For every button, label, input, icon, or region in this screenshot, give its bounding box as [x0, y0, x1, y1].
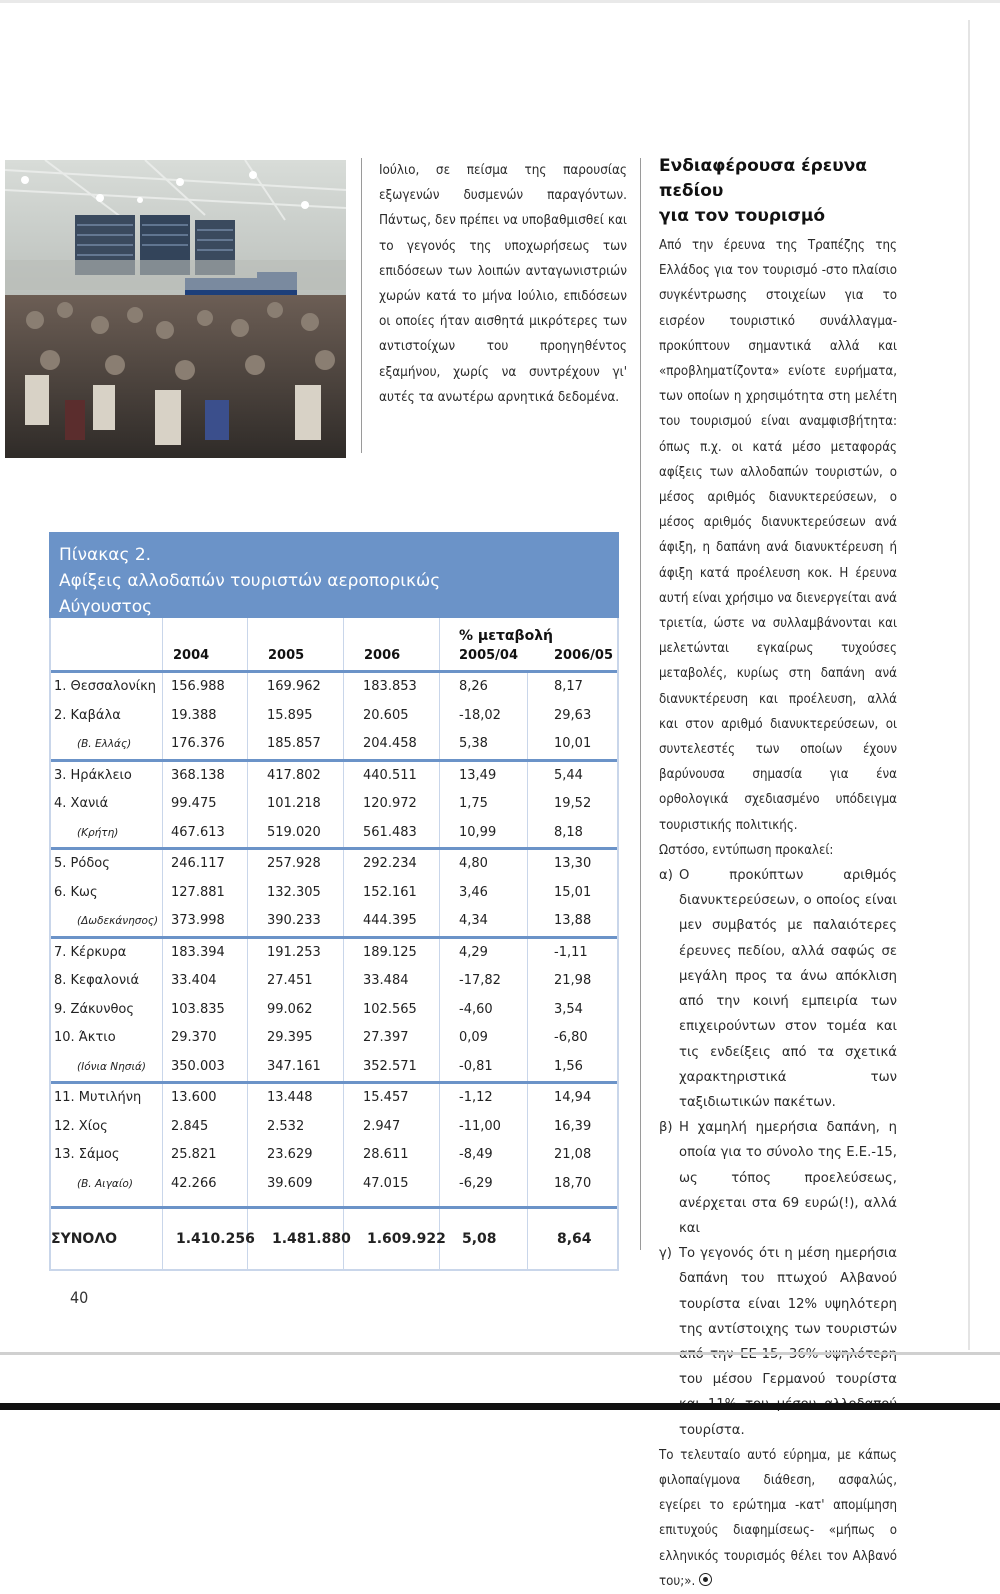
middle-column-text: Ιούλιο, σε πείσμα της παρουσίας εξωγενών δυσμενών παραγόντων. Πάντως, δεν πρέπει να υποβαθμισθεί και το γεγονός της υποχωρήσεως των επιδόσεων των λοιπών ανταγωνιστριών χωρών κατά το μήνα Ιούλιο, επιδόσεων οι οποίες ήταν αισθητά μικρότερες των αντιστοίχων του προηγηθέντος εξαμήνου, χωρίς να συντρέχουν γι' αυτές τα ανωτέρω αρνητικά δεδομένα. [379, 163, 627, 405]
table-row [51, 1024, 617, 1053]
table-row [51, 790, 617, 819]
cell-v06: 292.234 [363, 856, 417, 871]
cell-v04: 373.998 [171, 913, 225, 928]
airport-name: 10. Άκτιο [54, 1030, 116, 1045]
cell-c2: 8,17 [554, 679, 583, 694]
table-total-row [51, 1206, 617, 1269]
region-subtotal-label: (Β. Ελλάς) [77, 738, 132, 750]
cell-v04: 13.600 [171, 1090, 217, 1105]
cell-v04: 350.003 [171, 1058, 225, 1074]
page-number: 40 [70, 1288, 89, 1307]
cell-c2: 16,39 [554, 1118, 592, 1134]
cell-c1: 1,75 [459, 796, 488, 811]
airport-name: 1. Θεσσαλονίκη [54, 679, 157, 694]
airport-name: 2. Καβάλα [54, 707, 121, 723]
cell-c2: 10,01 [554, 736, 592, 751]
cell-c1: -18,02 [459, 707, 501, 723]
table-row [51, 730, 617, 759]
cell-c1: 4,80 [459, 856, 488, 871]
column-divider-1 [361, 158, 362, 453]
cell-v04: 103.835 [171, 1001, 225, 1017]
header-change: % μεταβολή [459, 628, 554, 644]
cell-c2: 5,44 [554, 767, 583, 783]
cell-v06: 204.458 [363, 736, 417, 751]
cell-c1: -17,82 [459, 973, 501, 988]
header-2004: 2004 [173, 648, 210, 663]
table-row [51, 967, 617, 996]
cell-v05: 390.233 [267, 913, 321, 928]
cell-v04: 176.376 [171, 736, 225, 751]
airport-name: 3. Ηράκλειο [54, 767, 132, 783]
cell-c1: 4,29 [459, 944, 488, 960]
cell-c1: -6,29 [459, 1175, 493, 1191]
table-row [51, 850, 617, 879]
cell-c2: 1,56 [554, 1058, 583, 1074]
finding-item [659, 863, 897, 1115]
table-subtitle: Αύγουστος [59, 597, 153, 617]
cell-v04: 127.881 [171, 884, 225, 900]
table-row [51, 702, 617, 731]
finding-marker: α) [659, 868, 673, 884]
cell-v05: 169.962 [267, 679, 321, 694]
finding-text: Ο προκύπτων αριθμός διανυκτερεύσεων, ο οποίος είναι μεν συμβατός με παλαιότερες έρευνες πεδίου, αλλά σαφώς σε μεγάλη προς τα άνω απόκλιση από την κοινή εμπειρία των επιχειρούντων στον τομέα και τις ενδείξεις από τα σχετικά χαρακτηριστικά των ταξιδιωτικών πακέτων. [679, 868, 897, 1110]
cell-v05: 2.532 [267, 1118, 305, 1134]
findings-list [659, 863, 897, 1443]
table-body [49, 618, 619, 1271]
cell-v05: 39.609 [267, 1175, 313, 1191]
cell-v05: 417.802 [267, 767, 321, 783]
right-paragraph-1: Από την έρευνα της Τραπέζης της Ελλάδος για τον τουρισμό -στο πλαίσιο συγκέντρωσης στοιχείων για το εισρέον τουριστικό συνάλλαγμα- προκύπτουν σημαντικά αλλά και «προβληματίζοντα» ενίοτε ευρήματα, των οποίων η χρησιμότητα στη μελέτη του τουρισμού είναι αναμφισβήτητα: όπως π.χ. οι κατά μέσο μεταφοράς αφίξεις των αλλοδαπών τουριστών, ο μέσος αριθμός διανυκτερεύσεων, ο μέσος αριθμός διανυκτερεύσεων ανά άφιξη, η δαπάνη ανά διανυκτέρευση ή άφιξη κατά προέλευση κοκ. Η έρευνα αυτή είναι χρήσιμο να διενεργείται ανά τριετία, ώστε να συλλαμβάνονται και μελετώνται εγκαίρως τυχούσες μεταβολές, κυρίως στη δαπάνη ανά διανυκτέρευση και προέλευση, αλλά και στον αριθμό διανυκτερεύσεων, οι συντελεστές των οποίων έχουν βαρύνουσα σημασία για ένα ορθολογικά σχεδιασμένο υπόδειγμα τουριστικής πολιτικής. [659, 238, 897, 833]
cell-v06: 15.457 [363, 1090, 409, 1105]
cell-v06: 120.972 [363, 796, 417, 811]
table-number: Πίνακας 2. [59, 545, 152, 565]
cell-c1: -0,81 [459, 1058, 493, 1074]
cell-v04: 99.475 [171, 796, 217, 811]
cell-v06: 2.947 [363, 1118, 401, 1134]
finding-text: Η χαμηλή ημερήσια δαπάνη, η οποία για το σύνολο της Ε.Ε.-15, ως τόπος προελεύσεως, ανέρχεται στα 69 ευρώ(!), αλλά και [679, 1120, 897, 1236]
table-title-bar [49, 532, 619, 618]
cell-c2: 3,54 [554, 1001, 583, 1017]
airport-terminal-image [5, 160, 346, 458]
cell-v06: 28.611 [363, 1147, 409, 1162]
table-row [51, 1141, 617, 1170]
cell-c2: 13,88 [554, 913, 592, 928]
cell-c1: 0,09 [459, 1030, 488, 1045]
table-row [51, 1170, 617, 1199]
top-border [0, 0, 1000, 3]
region-subtotal-label: (Ιόνια Νησιά) [77, 1060, 147, 1073]
finding-item [659, 1241, 897, 1443]
cell-v04: 467.613 [171, 824, 225, 840]
finding-text: Το γεγονός ότι η μέση ημερήσια δαπάνη του πτωχού Αλβανού τουρίστα είναι 12% υψηλότερη της αντίστοιχης των τουριστών του μέσου Γερμανού τουρίστα τουρίστα. [679, 1246, 897, 1438]
right-paragraph-2: Ωστόσο, εντύπωση προκαλεί: [659, 842, 834, 858]
cell-v05: 23.629 [267, 1147, 313, 1162]
cell-v06: 561.483 [363, 824, 417, 840]
airport-name: 13. Σάμος [54, 1147, 120, 1162]
airport-name: 4. Χανιά [54, 796, 109, 811]
section-title [659, 154, 897, 229]
finding-item [659, 1115, 897, 1241]
cell-v04: 33.404 [171, 973, 217, 988]
table-row [51, 1113, 617, 1142]
right-paragraph-3-text: Το τελευταίο αυτό εύρημα, με κάπως φιλοπαίγμονα διάθεση, ασφαλώς, εγείρει το ερώτημα -κατ' απομίμηση επιτυχούς διαφημίσεως- «μήπως ο ελληνικός τουρισμός θέλει τον Αλβανό του;». [659, 1447, 897, 1589]
table-row [51, 673, 617, 702]
cell-v05: 132.305 [267, 884, 321, 900]
cell-v05: 519.020 [267, 824, 321, 840]
table-row [51, 879, 617, 908]
airport-name: 8. Κεφαλονιά [54, 973, 140, 988]
table-rows [51, 673, 617, 1198]
cell-c2: 29,63 [554, 707, 592, 723]
cell-c1: 8,26 [459, 679, 488, 694]
cell-v06: 20.605 [363, 707, 409, 723]
cell-v06: 27.397 [363, 1030, 409, 1045]
cell-v05: 27.451 [267, 973, 313, 988]
column-divider-2 [640, 158, 641, 1250]
cell-v06: 352.571 [363, 1058, 417, 1074]
table-title: Αφίξεις αλλοδαπών τουριστών αεροπορικώς [59, 571, 441, 591]
cell-v06: 440.511 [363, 767, 417, 783]
cell-v04: 156.988 [171, 679, 225, 694]
cell-v06: 47.015 [363, 1175, 409, 1191]
table-row [51, 996, 617, 1025]
end-of-article-icon [699, 1573, 712, 1586]
cell-c1: -4,60 [459, 1001, 493, 1017]
table-row [51, 819, 617, 848]
cell-v05: 15.895 [267, 707, 313, 723]
right-paragraph-3 [659, 1443, 897, 1594]
finding-marker: β) [659, 1120, 673, 1136]
cell-c2: 21,98 [554, 973, 592, 988]
header-change-2005-04: 2005/04 [459, 648, 519, 663]
cell-c2: 14,94 [554, 1090, 592, 1105]
cell-v04: 2.845 [171, 1118, 209, 1134]
table-row [51, 1084, 617, 1113]
cell-c2: 18,70 [554, 1175, 592, 1191]
table-row [51, 939, 617, 968]
section-title-line1: Ενδιαφέρουσα έρευνα πεδίου [659, 156, 867, 201]
cell-v05: 191.253 [267, 944, 321, 960]
table-column-header [51, 618, 617, 673]
header-2006: 2006 [364, 648, 401, 663]
cell-v06: 102.565 [363, 1001, 417, 1017]
airport-photo [5, 160, 346, 458]
cell-c2: 15,01 [554, 884, 592, 900]
cell-v06: 183.853 [363, 679, 417, 694]
total-2006: 1.609.922 [367, 1231, 446, 1247]
cell-c1: 5,38 [459, 736, 488, 751]
cell-v06: 444.395 [363, 913, 417, 928]
total-change-2006-05: 8,64 [557, 1231, 592, 1247]
cell-v04: 29.370 [171, 1030, 217, 1045]
cell-c1: -11,00 [459, 1118, 501, 1134]
arrivals-table [49, 532, 619, 1271]
cell-v05: 185.857 [267, 736, 321, 751]
cell-c2: 19,52 [554, 796, 592, 811]
table-row [51, 1053, 617, 1082]
header-change-2006-05: 2006/05 [554, 648, 614, 663]
cell-v04: 246.117 [171, 856, 225, 871]
airport-name: 6. Κως [54, 884, 98, 900]
airport-name: 5. Ρόδος [54, 856, 110, 871]
cell-v05: 13.448 [267, 1090, 313, 1105]
cell-c1: -8,49 [459, 1147, 493, 1162]
cell-v04: 368.138 [171, 767, 225, 783]
cell-v05: 101.218 [267, 796, 321, 811]
cell-c1: -1,12 [459, 1090, 493, 1105]
section-title-line2: για τον τουρισμό [659, 206, 826, 226]
cell-c1: 3,46 [459, 884, 488, 900]
cell-v05: 257.928 [267, 856, 321, 871]
cell-v06: 33.484 [363, 973, 409, 988]
cell-v06: 189.125 [363, 944, 417, 960]
cell-c2: 13,30 [554, 856, 592, 871]
total-2004: 1.410.256 [176, 1231, 255, 1247]
cell-v04: 19.388 [171, 707, 217, 723]
cell-c2: 8,18 [554, 824, 583, 840]
bottom-black-bar [0, 1403, 1000, 1410]
region-subtotal-label: (Κρήτη) [77, 826, 119, 839]
finding-marker: γ) [659, 1246, 672, 1262]
cell-v06: 152.161 [363, 884, 417, 900]
table-row [51, 907, 617, 936]
total-label: ΣΥΝΟΛΟ [51, 1231, 118, 1247]
region-subtotal-label: (Δωδεκάνησος) [77, 915, 159, 927]
airport-name: 7. Κέρκυρα [54, 944, 127, 960]
airport-name: 11. Μυτιλήνη [54, 1090, 142, 1105]
airport-name: 12. Χίος [54, 1118, 108, 1134]
right-column [659, 154, 897, 1594]
bottom-rule [0, 1352, 1000, 1355]
cell-c2: 21,08 [554, 1147, 592, 1162]
total-2005: 1.481.880 [272, 1231, 351, 1247]
cell-c2: -6,80 [554, 1030, 588, 1045]
cell-v05: 347.161 [267, 1058, 321, 1074]
cell-v05: 29.395 [267, 1030, 313, 1045]
right-edge-border [968, 20, 970, 1350]
cell-v05: 99.062 [267, 1001, 313, 1017]
airport-name: 9. Ζάκυνθος [54, 1001, 134, 1017]
cell-c1: 10,99 [459, 824, 497, 840]
header-2005: 2005 [268, 648, 305, 663]
cell-v04: 183.394 [171, 944, 225, 960]
cell-v04: 25.821 [171, 1147, 217, 1162]
cell-v04: 42.266 [171, 1175, 217, 1191]
total-change-2005-04: 5,08 [462, 1231, 497, 1247]
table-row [51, 762, 617, 791]
cell-c2: -1,11 [554, 944, 588, 960]
cell-c1: 4,34 [459, 913, 488, 928]
cell-c1: 13,49 [459, 767, 497, 783]
region-subtotal-label: (Β. Αιγαίο) [77, 1177, 133, 1190]
